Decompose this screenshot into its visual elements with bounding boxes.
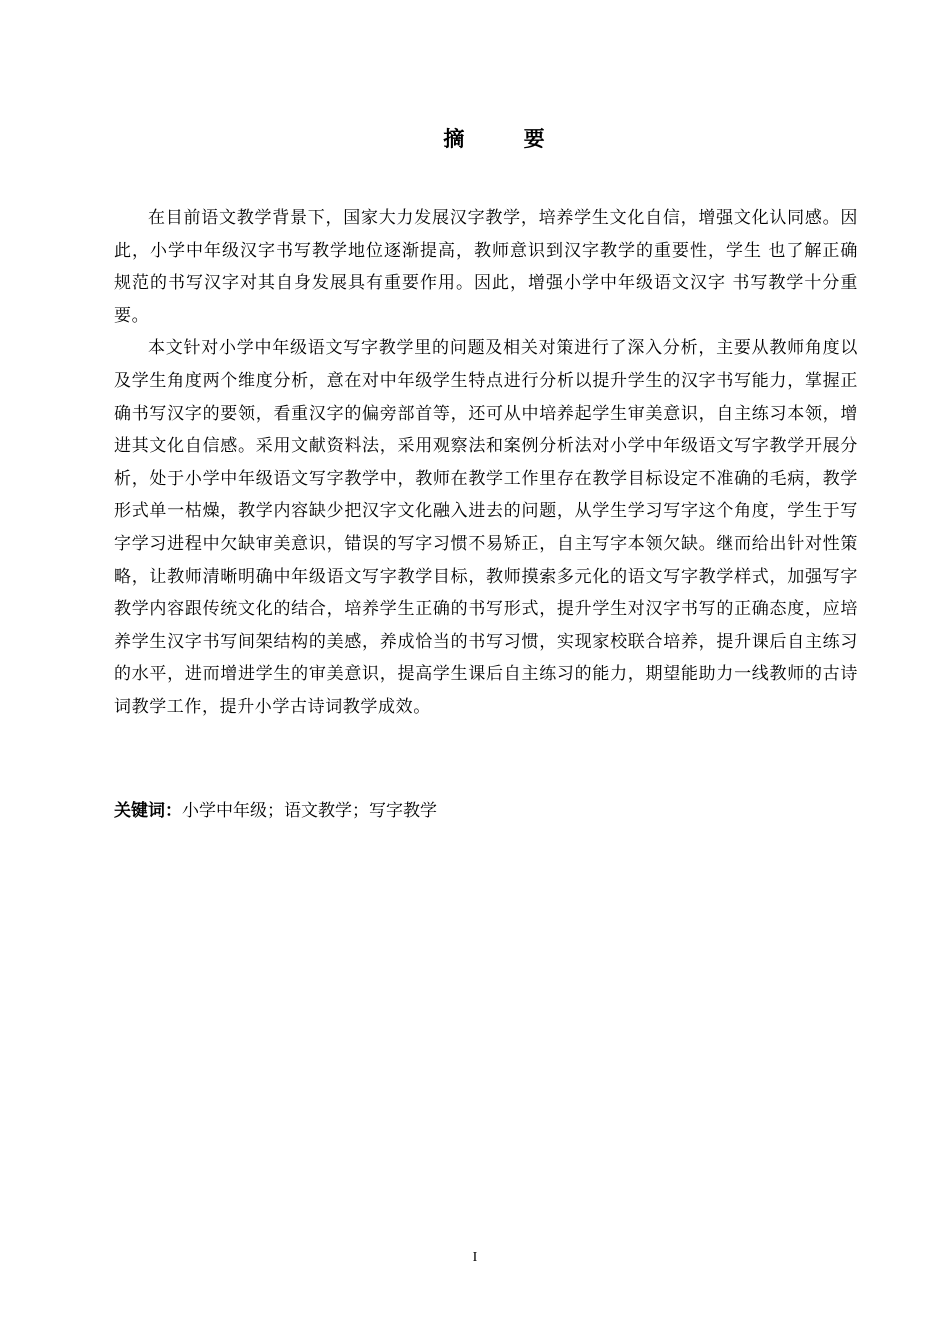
- keywords-line: [114, 796, 858, 826]
- keywords-value: 小学中年级；语文教学；写字教学: [182, 801, 437, 821]
- page-number: I: [472, 1250, 478, 1265]
- abstract-paragraph-2: 本文针对小学中年级语文写字教学里的问题及相关对策进行了深入分析，主要从教师角度以及学生角度两个维度分析，意在对中年级学生特点进行分析以提升学生的汉字书写能力，掌握正确书写汉字的要领，看重汉字的偏旁部首等，还可从中培养起学生审美意识，自主练习本领，增进其文化自信感。采用文献资料法，采用观察法和案例分析法对小学中年级语文写字教学开展分析，处于小学中年级语文写字教学中，教师在教学工作里存在教学目标设定不准确的毛病，教学形式单一枯燥，教学内容缺少把汉字文化融入进去的问题，从学生学习写字这个角度，学生于写字学习进程中欠缺审美意识，错误的写字习惯不易矫正，自主写字本领欠缺。继而给出针对性策略，让教师清晰明确中年级语文写字教学目标，教师摸索多元化的语文写字教学样式，加强写字教学内容跟传统文化的结合，培养学生正确的书写形式，提升学生对汉字书写的正确态度，应培养学生汉字书写间架结构的美感，养成恰当的书写习惯，实现家校联合培养，提升课后自主练习的水平，进而增进学生的审美意识，提高学生课后自主练习的能力，期望能助力一线教师的古诗词教学工作，提升小学古诗词教学成效。: [114, 338, 858, 717]
- abstract-body: [114, 202, 858, 724]
- abstract-paragraph-1: 在目前语文教学背景下，国家大力发展汉字教学，培养学生文化自信，增强文化认同感。因此，小学中年级汉字书写教学地位逐渐提高，教师意识到汉字教学的重要性，学生 也了解正确规范的书写汉字对其自身发展具有重要作用。因此，增强小学中年级语文汉字 书写教学十分重要。: [114, 208, 858, 326]
- abstract-title: 摘 要: [443, 126, 571, 151]
- keywords-label: 关键词：: [114, 801, 182, 821]
